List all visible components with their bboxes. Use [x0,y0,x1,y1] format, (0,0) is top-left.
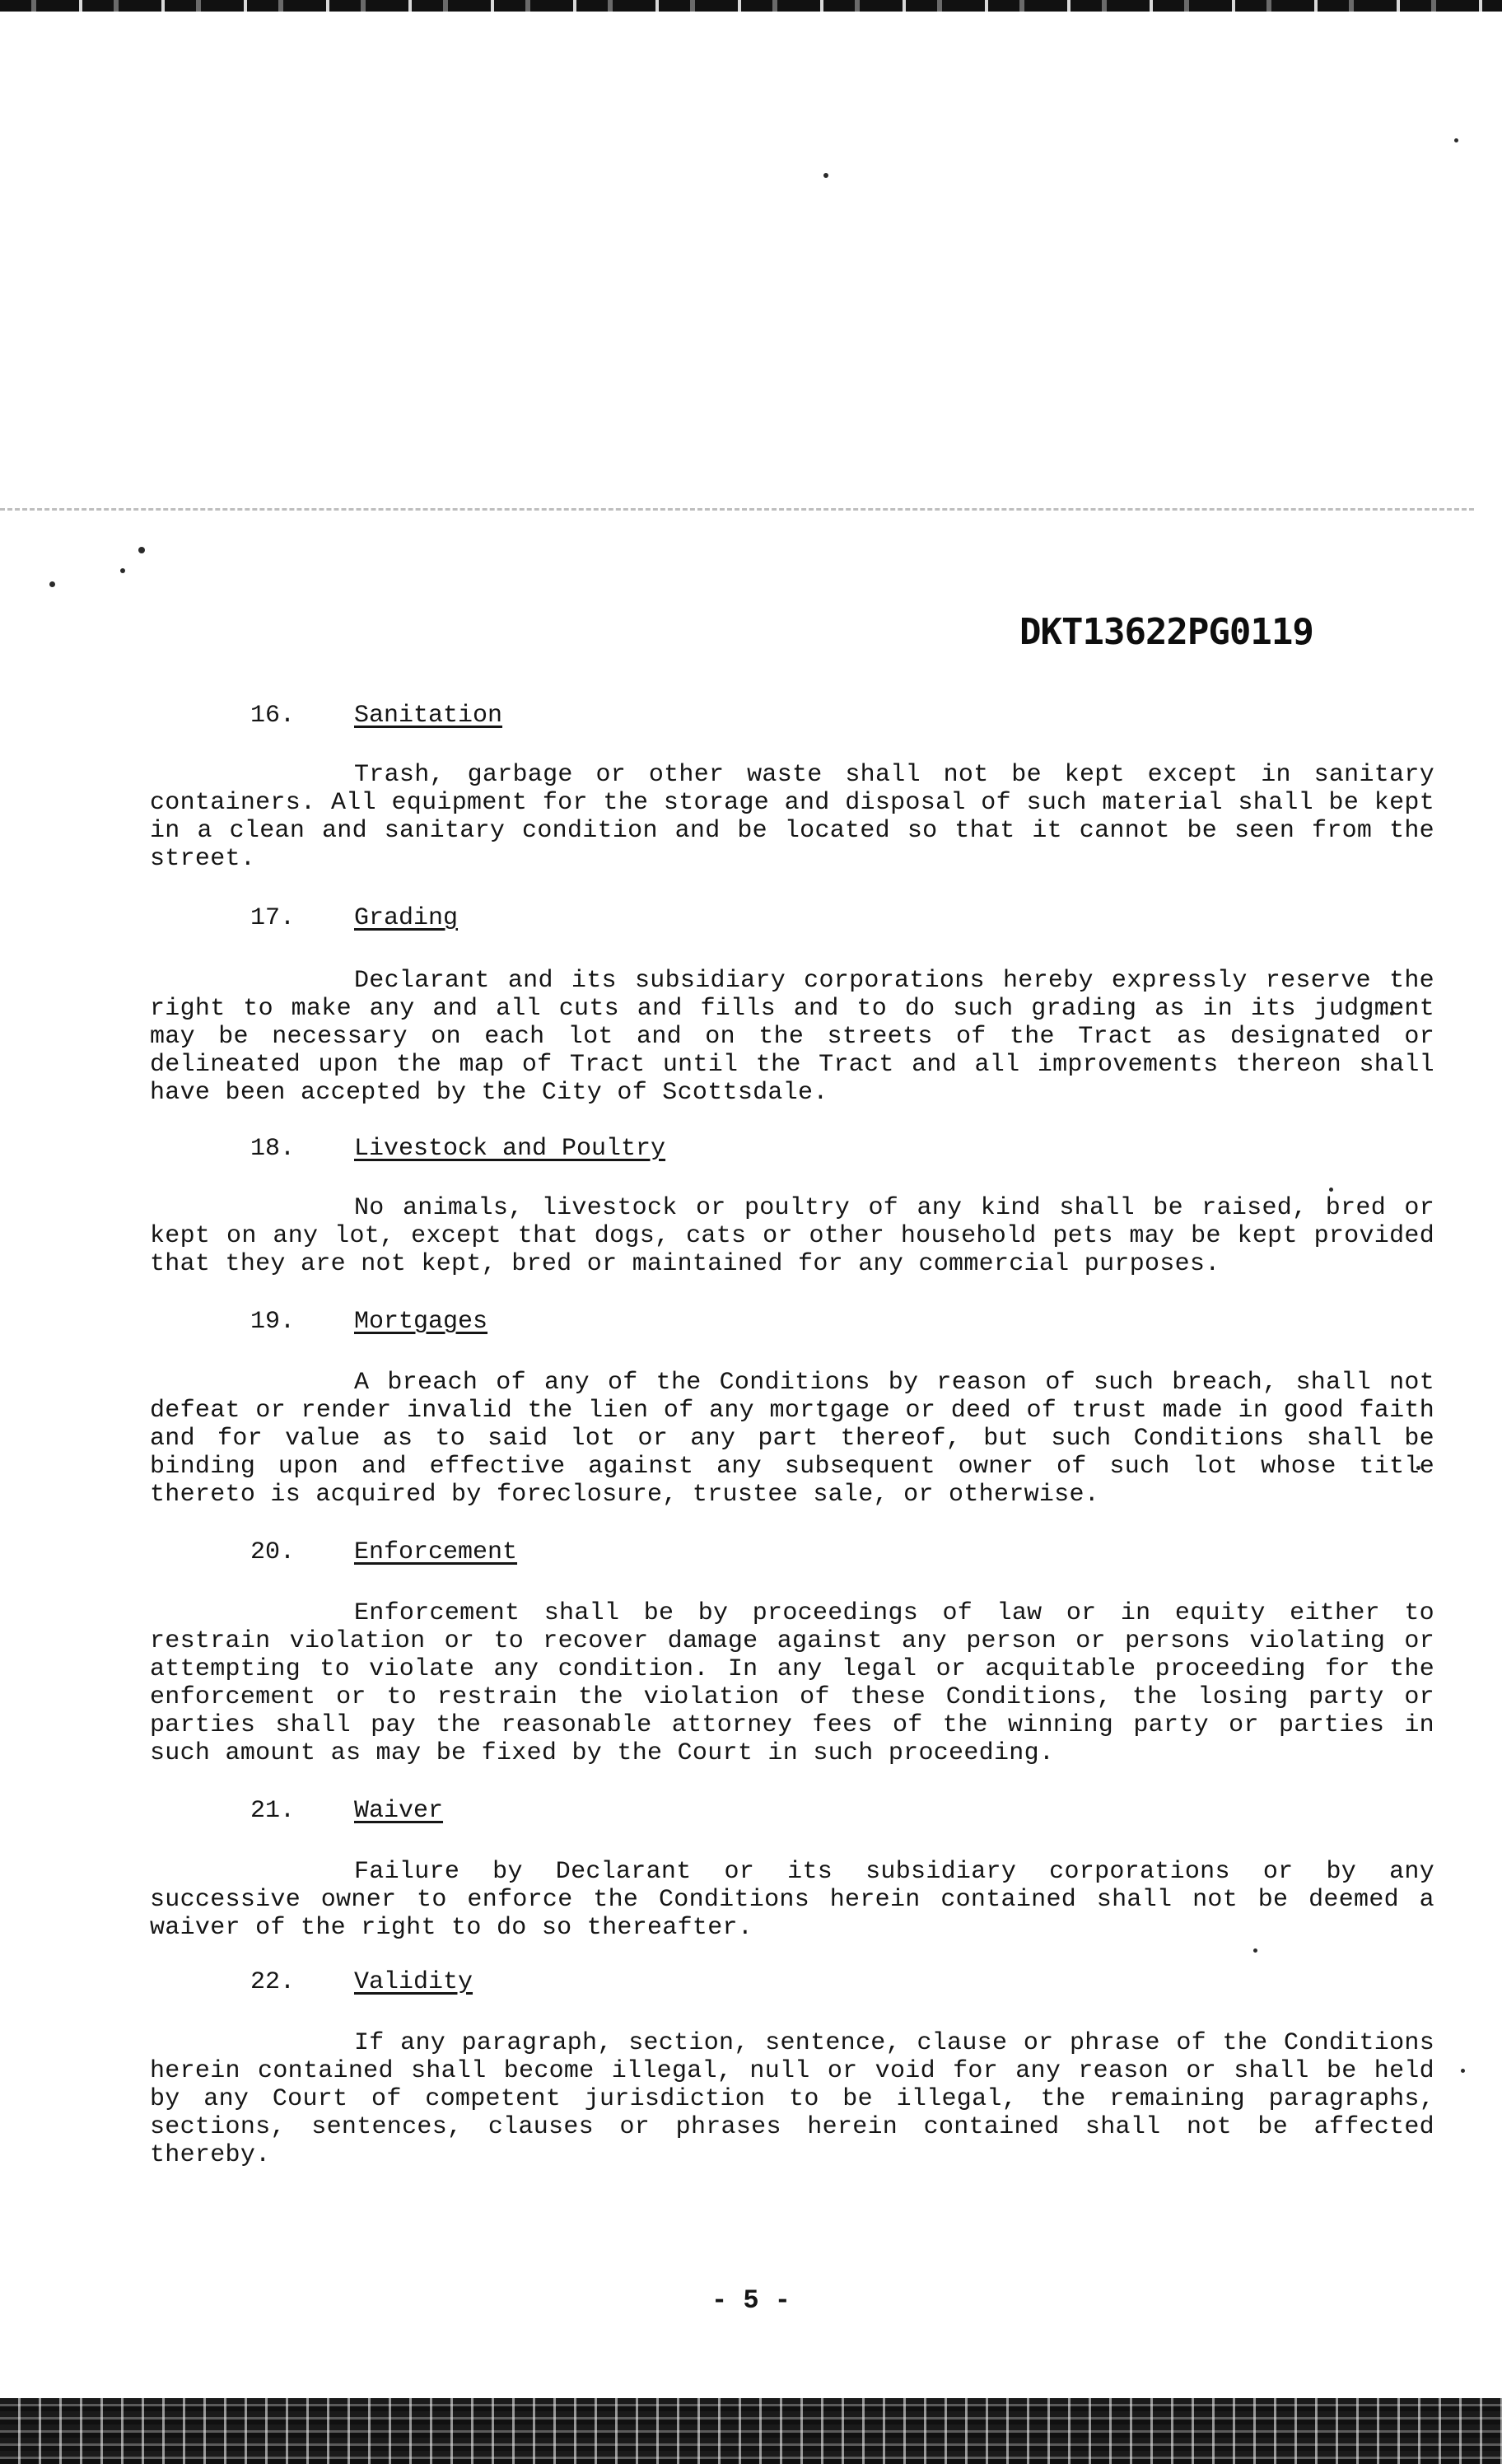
scan-speck [120,568,125,573]
scan-bottom-edge [0,2398,1502,2464]
scan-speck [1461,2069,1465,2073]
section-19-heading: Mortgages [354,1308,488,1336]
section-21-body: Failure by Declarant or its subsidiary corporations or by any successive owner to enforce the Conditions herein contained shall not be deemed a waiver of the right to do so thereafter. [150,1858,1434,1942]
page-number: - 5 - [711,2285,791,2316]
section-19-number: 19. [250,1308,296,1336]
fold-line [0,508,1474,511]
section-16-body: Trash, garbage or other waste shall not be kept except in sanitary containers. All equipment for the storage and disposal of such material shall be kept in a clean and sanitary condition and be located so that it cannot be seen from the street. [150,761,1434,873]
section-16-heading: Sanitation [354,702,503,730]
section-17-body: Declarant and its subsidiary corporations hereby expressly reserve the right to make any and all cuts and fills and to do such grading as in its judgment may be necessary on each lot and on the streets of the Tract as designated or delineated upon the map of Tract until the Tract and all improvements thereon shall have been accepted by the City of Scottsdale. [150,967,1434,1107]
section-18-number: 18. [250,1135,296,1163]
scan-speck [49,581,55,587]
docket-stamp: DKT13622PG0119 [1019,611,1313,653]
section-17-number: 17. [250,904,296,932]
scan-speck [1454,138,1458,142]
section-16-number: 16. [250,702,296,730]
section-21-number: 21. [250,1797,296,1825]
section-20-number: 20. [250,1538,296,1566]
scan-speck [1253,1948,1257,1953]
scan-speck [1329,1188,1333,1192]
scan-top-edge [0,0,1502,12]
section-18-heading: Livestock and Poultry [354,1135,666,1163]
section-22-number: 22. [250,1968,296,1996]
section-20-heading: Enforcement [354,1538,518,1566]
section-19-body: A breach of any of the Conditions by reason of such breach, shall not defeat or render invalid the lien of any mortgage or deed of trust made in good faith and for value as to said lot or any part thereof, but such Conditions shall be binding upon and effective against any subsequent owner of such lot whose title thereto is acquired by foreclosure, trustee sale, or otherwise. [150,1369,1434,1509]
section-18-body: No animals, livestock or poultry of any kind shall be raised, bred or kept on any lot, except that dogs, cats or other household pets may be kept provided that they are not kept, bred or maintained for any commercial purposes. [150,1194,1434,1278]
scan-speck [823,173,828,178]
section-22-body: If any paragraph, section, sentence, clause or phrase of the Conditions herein contained shall become illegal, null or void for any reason or shall be held by any Court of competent jurisdiction to be illegal, the remaining paragraphs, sections, sentences, clauses or phrases herein contained shall not be affected thereby. [150,2029,1434,2169]
scan-speck [138,547,145,553]
section-22-heading: Validity [354,1968,473,1996]
section-17-heading: Grading [354,904,459,932]
section-21-heading: Waiver [354,1797,444,1825]
section-20-body: Enforcement shall be by proceedings of law or in equity either to restrain violation or to recover damage against any person or persons violating or attempting to violate any condition. In any legal or acquitable proceeding for the enforcement or to restrain the violation of these Conditions, the losing party or parties shall pay the reasonable attorney fees of the winning party or parties in such amount as may be fixed by the Court in such proceeding. [150,1599,1434,1767]
